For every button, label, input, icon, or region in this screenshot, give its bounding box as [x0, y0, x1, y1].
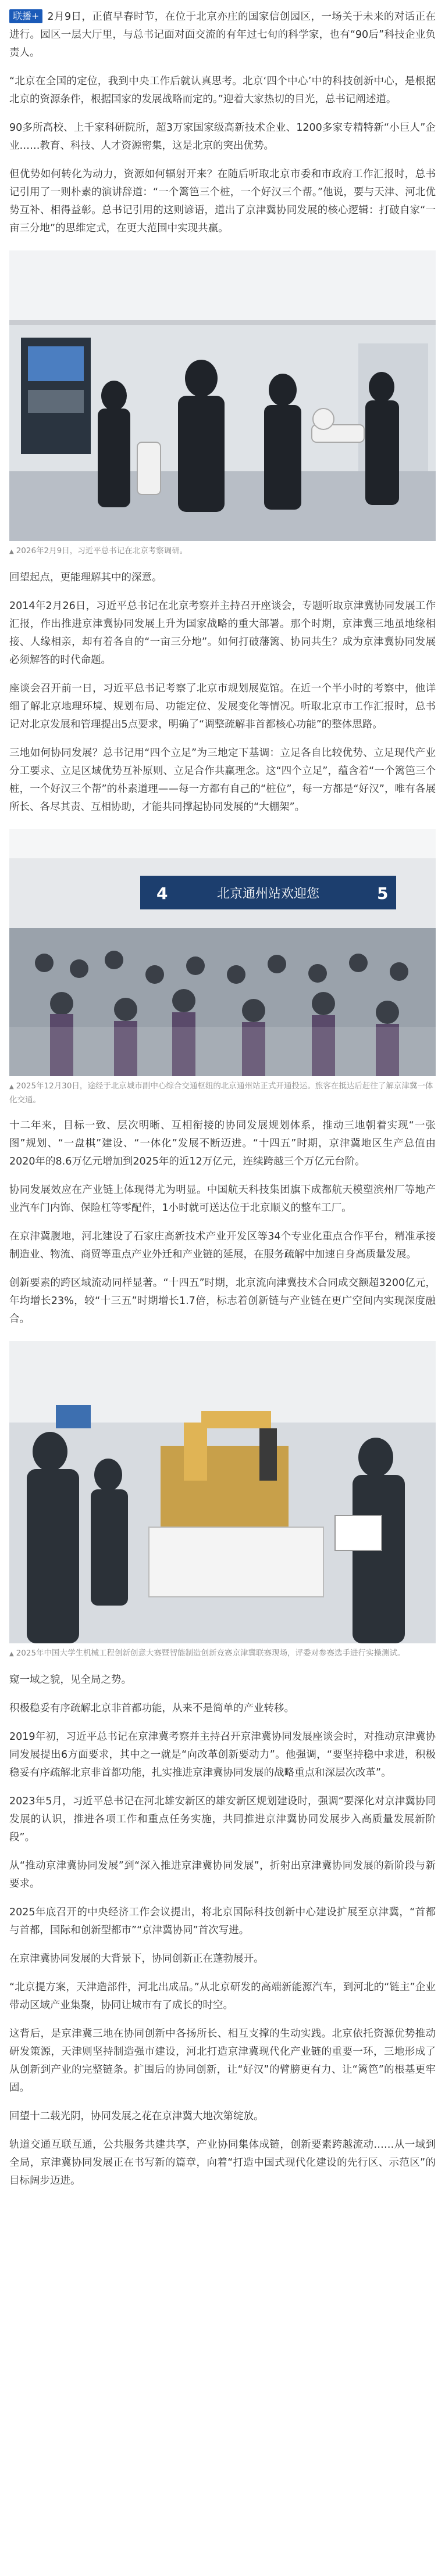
triangle-icon: ▲	[9, 549, 14, 555]
article-paragraph: 2023年5月，习近平总书记在河北雄安新区的雄安新区规划建设时，强调“要深化对京津冀协同发展的认识，推进各项工作和重点任务实施，共同推进京津冀协同发展步入高质量发展新阶段”。	[9, 1796, 436, 1843]
station-name: 北京通州站欢迎您	[216, 887, 320, 901]
caption-1	[9, 544, 436, 558]
badge-lianbo[interactable]: 联播+	[9, 9, 42, 23]
photo-station	[9, 829, 436, 1076]
paragraph-group-1	[9, 73, 436, 238]
article-paragraph: “北京提方案，天津造部件，河北出成品。”从北京研发的高端新能源汽车，到河北的“链主”企业带动区域产业集聚，协同让城市有了成长的时空。	[9, 1982, 436, 2011]
paragraph-group-3	[9, 1117, 436, 1328]
photo-visit	[9, 250, 436, 541]
photo-robot	[9, 1341, 436, 1643]
article-paragraph: 回望起点，更能理解其中的深意。	[9, 572, 162, 583]
article-paragraph: 创新要素的跨区域流动同样显著。“十四五”时期，北京流向津冀技术合同成交额超3200亿元，年均增长23%，较“十三五”时期增长1.7倍，标志着创新链与产业链在更广空间内实现深度融合。	[9, 1277, 436, 1325]
article-paragraph: 这背后，是京津冀三地在协同创新中各扬所长、相互支撑的生动实践。北京依托资源优势推动研发策源，天津则坚持制造强市建设，河北打造京津冀现代化产业链的重要一环，三地形成了从创新到产业的完整链条。扩围后的协同创新，让“好汉”的臂膀更有力、让“篱笆”的根基更牢固。	[9, 2028, 436, 2094]
article-paragraph: 积极稳妥有序疏解北京非首都功能，从来不是简单的产业转移。	[9, 1703, 294, 1714]
photo-visit-image	[9, 250, 436, 541]
article-paragraph: 三地如何协同发展？总书记用“四个立足”为三地定下基调：立足各自比较优势、立足现代产业分工要求、立足区域优势互补原则、立足合作共赢理念。这“四个立足”，蕴含着“一个篱笆三个桩，一个好汉三个帮”的朴素道理——每一方都有自己的“桩位”，每一方都是“好汉”，唯有各展所长、各尽其责、互相协助，才能共同撑起协同发展的“大棚架”。	[9, 747, 436, 813]
article-paragraph: 在京津冀协同发展的大背景下，协同创新正在蓬勃展开。	[9, 1953, 264, 1965]
article-paragraph: 2025年底召开的中央经济工作会议提出，将北京国际科技创新中心建设扩展至京津冀，“首都与首都，国际和创新型都市”“京津冀协同”首次写进。	[9, 1907, 436, 1936]
article-paragraph: 2019年初，习近平总书记在京津冀考察并主持召开京津冀协同发展座谈会时，对推动京津冀协同发展提出6方面要求，其中之一就是“向改革创新要动力”。他强调，“要坚持稳中求进，积极稳妥有序疏解北京非首都功能，扎实推进京津冀协同发展的战略重点和深层次改革”。	[9, 1731, 436, 1779]
paragraph-group-2	[9, 569, 436, 816]
caption-2	[9, 1080, 436, 1106]
caption-3-text: 2025年中国大学生机械工程创新创意大赛暨智能制造创新竞赛京津冀联赛现场，评委对参赛选手进行实操测试。	[16, 1649, 405, 1658]
lead-text: 2月9日，正值早春时节，在位于北京亦庄的国家信创园区，一场关于未来的对话正在进行。园区一层大厅里，与总书记面对面交流的有年过七旬的科学家，也有“90后”科技企业负责人。	[9, 11, 436, 59]
article-paragraph: 十二年来，目标一致、层次明晰、互相衔接的协同发展规划体系，推动三地朝着实现“一张图”规划、“一盘棋”建设、“一体化”发展不断迈进。“十四五”时期，京津冀地区生产总值由2020年的8.6万亿元增加到2025年的近12万亿元，连续跨越三个万亿元台阶。	[9, 1120, 436, 1167]
station-left-number: 4	[156, 884, 168, 903]
article-paragraph: 座谈会召开前一日，习近平总书记考察了北京市规划展览馆。在近一个半小时的考察中，他详细了解北京地理环境、规划布局、功能定位、发展变化等情况。听取北京市工作汇报时，总书记对北京发展和管理提出5点要求，明确了“调整疏解非首都核心功能”的整体思路。	[9, 683, 436, 730]
article-paragraph: 在京津冀腹地，河北建设了石家庄高新技术产业开发区等34个专业化重点合作平台，精准承接制造业、物流、商贸等重点产业外迁和产业链的延展，在服务疏解中加速自身高质量发展。	[9, 1231, 436, 1260]
article-paragraph: 但优势如何转化为动力，资源如何辐射开来？在随后听取北京市委和市政府工作汇报时，总书记引用了一则朴素的演讲辞道：“一个篱笆三个桩，一个好汉三个帮。”他说，要与天津、河北优势互补、相得益彰。总书记引用的这则谚语，道出了京津冀协同发展的核心逻辑：打破自家“一亩三分地”的思维定式，在更大范围中实现共赢。	[9, 169, 436, 234]
photo-robot-image	[9, 1341, 436, 1643]
article-paragraph: 从“推动京津冀协同发展”到“深入推进京津冀协同发展”，折射出京津冀协同发展的新阶段与新要求。	[9, 1860, 436, 1890]
lead-paragraph	[9, 8, 436, 62]
paragraph-group-4	[9, 1671, 436, 2190]
article-paragraph: 90多所高校、上千家科研院所，超3万家国家级高新技术企业、1200多家专精特新“小巨人”企业……教育、科技、人才资源密集，这是北京的突出优势。	[9, 122, 436, 152]
triangle-icon: ▲	[9, 1651, 14, 1657]
article-paragraph: 回望十二载光阴，协同发展之花在京津冀大地次第绽放。	[9, 2111, 264, 2122]
station-right-number: 5	[377, 884, 389, 903]
photo-station-image	[9, 829, 436, 1076]
article-paragraph: 窥一域之貌，见全局之势。	[9, 1674, 131, 1686]
article-paragraph: “北京在全国的定位，我到中央工作后就认真思考。北京‘四个中心’中的科技创新中心，是根据北京的资源条件，根据国家的发展战略而定的。”迎着大家热切的目光，总书记阐述道。	[9, 76, 436, 105]
caption-2-text: 2025年12月30日，途经于北京城市副中心综合交通枢纽的北京通州站正式开通投运。旅客在抵达后赶往了解京津冀一体化交通。	[9, 1081, 433, 1105]
article-paragraph: 协同发展效应在产业链上体现得尤为明显。中国航天科技集团旗下成都航天模塑滨州厂等地产业汽车门内饰、保险杠等零配件，1小时就可送达位于北京顺义的整车工厂。	[9, 1184, 436, 1214]
article-paragraph: 轨道交通互联互通，公共服务共建共享，产业协同集体成链，创新要素跨越流动……从一域到全局，京津冀协同发展正在书写新的篇章，向着“打造中国式现代化建设的先行区、示范区”的目标阔步迈进。	[9, 2139, 436, 2187]
caption-3	[9, 1647, 436, 1661]
triangle-icon: ▲	[9, 1084, 14, 1090]
caption-1-text: 2026年2月9日，习近平总书记在北京考察调研。	[16, 546, 188, 556]
article-paragraph: 2014年2月26日，习近平总书记在北京考察并主持召开座谈会，专题听取京津冀协同发展工作汇报，作出推进京津冀协同发展上升为国家战略的重大部署。那个时期，京津冀三地虽地缘相接、人缘相亲，却有着各自的“一亩三分地”。如何打破藩篱、协同共生？成为京津冀协同发展必须解答的时代命题。	[9, 600, 436, 666]
